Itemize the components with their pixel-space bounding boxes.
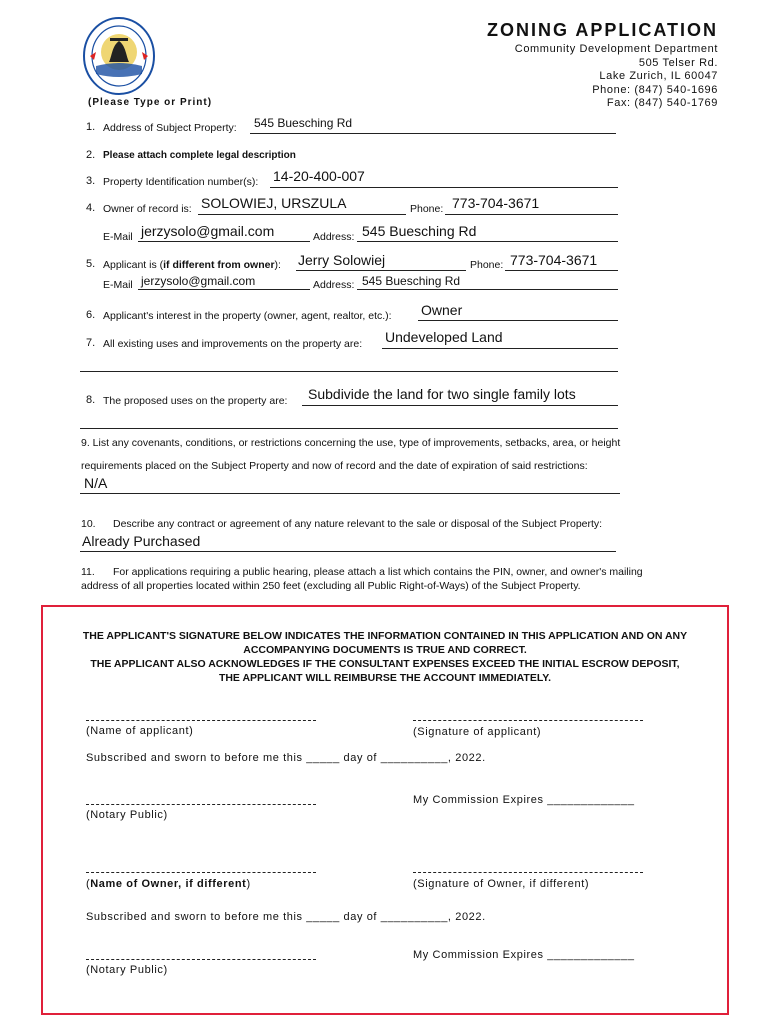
- q8-underline: [302, 405, 618, 406]
- form-title: ZONING APPLICATION: [487, 20, 718, 40]
- notice-line-4: THE APPLICANT WILL REIMBURSE THE ACCOUNT IMMEDIATELY.: [218, 672, 552, 684]
- street-address: 505 Telser Rd.: [638, 56, 718, 69]
- applicant-name-caption: (Name of applicant): [86, 725, 194, 737]
- restrictions-field[interactable]: N/A: [84, 475, 108, 491]
- proposed-uses-field[interactable]: Subdivide the land for two single family lots: [308, 386, 576, 402]
- notary-2-line[interactable]: [86, 959, 316, 960]
- q5-address-label: Address:: [313, 279, 355, 291]
- q5-label-post: ):: [274, 259, 281, 271]
- owner-name-caption: (Name of Owner, if different): [86, 878, 251, 890]
- owner-name-field[interactable]: SOLOWIEJ, URSZULA: [201, 195, 347, 211]
- q1-underline: [250, 133, 616, 134]
- q10-number: 10.: [81, 518, 96, 530]
- property-id-field[interactable]: 14-20-400-007: [273, 168, 365, 184]
- type-or-print-instruction: (Please Type or Print): [88, 97, 213, 108]
- owner-phone-field[interactable]: 773-704-3671: [452, 195, 540, 211]
- existing-uses-field[interactable]: Undeveloped Land: [385, 329, 503, 345]
- owner-name-caption-text: Name of Owner, if different: [90, 878, 247, 890]
- q6-underline: [418, 320, 618, 321]
- q11-number: 11.: [81, 566, 95, 578]
- applicant-email-field[interactable]: jerzysolo@gmail.com: [141, 274, 256, 288]
- q3-underline: [270, 187, 618, 188]
- certification-notice: [44, 629, 726, 685]
- q5-label-bold: if different from owner: [163, 259, 275, 271]
- applicant-signature-line[interactable]: [413, 720, 643, 721]
- notary-public-1: (Notary Public): [86, 809, 168, 821]
- notice-line-1: THE APPLICANT'S SIGNATURE BELOW INDICATES THE INFORMATION CONTAINED IN THIS APPLICATION AND ON ANY: [82, 630, 688, 642]
- q9-line2: requirements placed on the Subject Property and now of record and the date of expiration of said restrictions:: [81, 460, 588, 472]
- applicant-phone-field[interactable]: 773-704-3671: [510, 252, 598, 268]
- q4-email-label: E-Mail: [103, 231, 133, 243]
- q1-label: Address of Subject Property:: [103, 122, 237, 134]
- q5-phone-label: Phone:: [470, 259, 504, 271]
- q5-address-underline: [357, 289, 618, 290]
- q7-underline: [382, 348, 618, 349]
- q5-email-label: E-Mail: [103, 279, 133, 291]
- fax-number: Fax: (847) 540-1769: [606, 97, 718, 109]
- q5-applicant-underline: [296, 270, 466, 271]
- notice-line-2: ACCOMPANYING DOCUMENTS IS TRUE AND CORRECT.: [243, 644, 527, 656]
- department-name: Community Development Department: [514, 43, 718, 55]
- owner-address-field[interactable]: 545 Buesching Rd: [362, 223, 477, 239]
- q5-email-underline: [138, 289, 310, 290]
- q10-label: Describe any contract or agreement of any nature relevant to the sale or disposal of the Subject Property:: [113, 518, 603, 530]
- q1-number: 1.: [86, 121, 96, 133]
- notice-line-3: THE APPLICANT ALSO ACKNOWLEDGES IF THE CONSULTANT EXPENSES EXCEED THE INITIAL ESCROW DEPOSIT,: [90, 658, 680, 670]
- owner-email-field[interactable]: jerzysolo@gmail.com: [141, 223, 275, 239]
- q4-email-underline: [138, 241, 310, 242]
- q4-number: 4.: [86, 202, 96, 214]
- q11-line2: address of all properties located within 250 feet (excluding all Public Right-of-Ways) of the Subject Property.: [81, 580, 581, 592]
- q7-label: All existing uses and improvements on the property are:: [103, 338, 363, 350]
- sworn-statement-1: Subscribed and sworn to before me this _____ day of __________, 2022.: [86, 752, 486, 764]
- subject-address-field[interactable]: 545 Buesching Rd: [254, 116, 353, 130]
- q4-phone-underline: [445, 214, 618, 215]
- commission-expires-1: My Commission Expires _____________: [413, 794, 635, 806]
- notary-public-2: (Notary Public): [86, 964, 168, 976]
- notary-1-line[interactable]: [86, 804, 316, 805]
- q4-label: Owner of record is:: [103, 203, 192, 215]
- q2-label: Please attach complete legal description: [103, 150, 296, 161]
- q6-label: Applicant's interest in the property (owner, agent, realtor, etc.):: [103, 310, 392, 322]
- q8-number: 8.: [86, 394, 96, 406]
- q4-address-underline: [357, 241, 618, 242]
- q3-label: Property Identification number(s):: [103, 176, 259, 188]
- applicant-name-line[interactable]: [86, 720, 316, 721]
- applicant-interest-field[interactable]: Owner: [421, 302, 463, 318]
- q9-line1: 9. List any covenants, conditions, or restrictions concerning the use, type of improvements, setbacks, area, or height: [81, 437, 621, 449]
- q2-number: 2.: [86, 149, 96, 161]
- contract-agreement-field[interactable]: Already Purchased: [82, 533, 201, 549]
- owner-signature-line[interactable]: [413, 872, 643, 873]
- applicant-address-field[interactable]: 545 Buesching Rd: [362, 274, 461, 288]
- q4-phone-label: Phone:: [410, 203, 444, 215]
- q8-extra-underline: [80, 428, 618, 429]
- village-seal: [82, 16, 156, 96]
- sworn-statement-2: Subscribed and sworn to before me this _____ day of __________, 2022.: [86, 911, 486, 923]
- q4-address-label: Address:: [313, 231, 355, 243]
- owner-signature-caption: (Signature of Owner, if different): [413, 878, 590, 890]
- applicant-signature-caption: (Signature of applicant): [413, 726, 542, 738]
- q6-number: 6.: [86, 309, 96, 321]
- q9-underline: [80, 493, 620, 494]
- city-state-zip: Lake Zurich, IL 60047: [599, 70, 718, 82]
- phone-number: Phone: (847) 540-1696: [592, 83, 718, 96]
- q10-underline: [80, 551, 616, 552]
- commission-expires-2: My Commission Expires _____________: [413, 949, 635, 961]
- q5-label: [103, 259, 281, 271]
- department-address: [515, 43, 718, 111]
- q3-number: 3.: [86, 175, 96, 187]
- applicant-name-field[interactable]: Jerry Solowiej: [298, 252, 386, 268]
- q5-label-pre: Applicant is (: [103, 259, 164, 271]
- q11-line1: For applications requiring a public hearing, please attach a list which contains the PIN, owner, and owner's mailing: [113, 566, 643, 578]
- q8-label: The proposed uses on the property are:: [103, 395, 288, 407]
- q5-number: 5.: [86, 258, 96, 270]
- q4-owner-underline: [198, 214, 406, 215]
- q7-extra-underline: [80, 371, 618, 372]
- owner-name-line[interactable]: [86, 872, 316, 873]
- q7-number: 7.: [86, 337, 96, 349]
- q5-phone-underline: [505, 270, 618, 271]
